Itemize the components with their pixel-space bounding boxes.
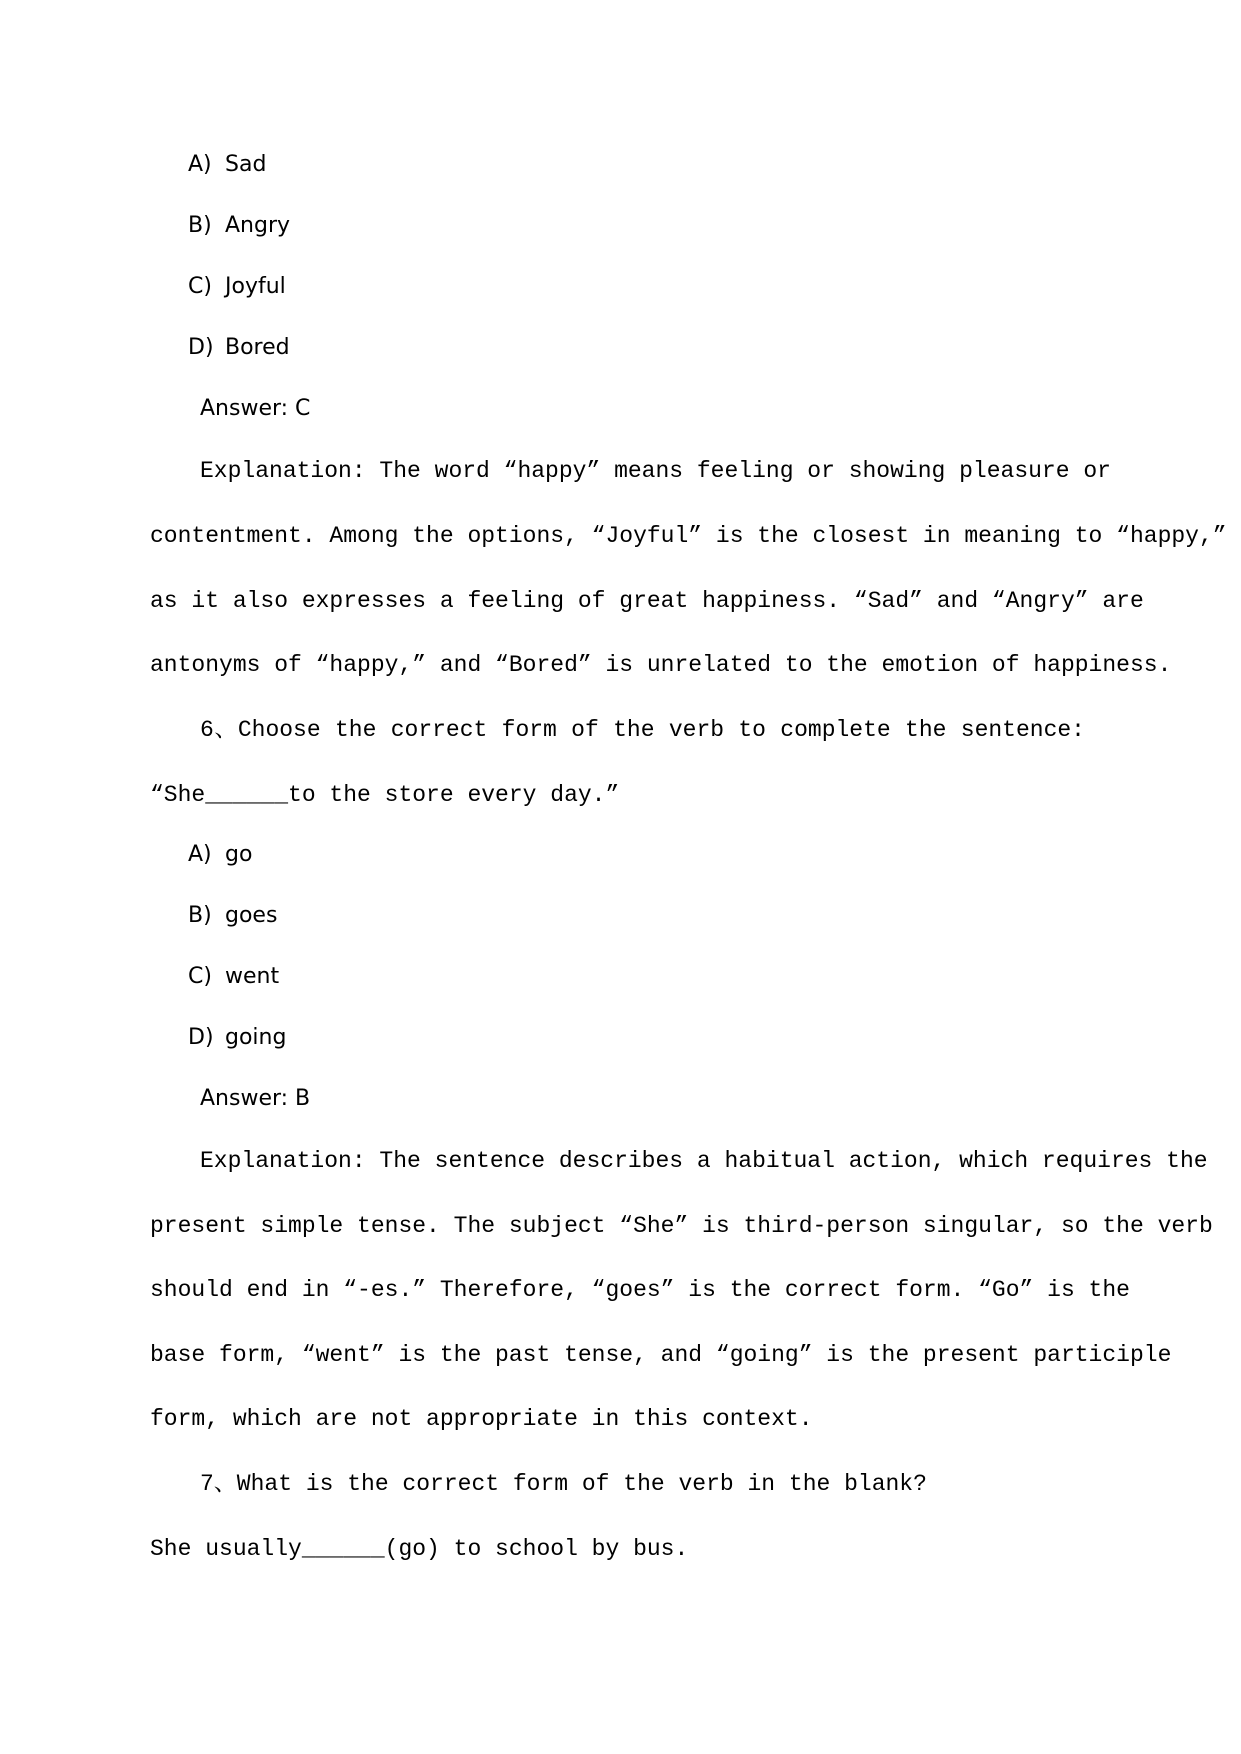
option-text: Joyful (225, 274, 286, 299)
q6-option-d (188, 1023, 286, 1053)
q5-option-a (188, 150, 266, 180)
q6-option-b (188, 901, 277, 931)
option-letter: D) (188, 335, 214, 360)
option-text: Angry (225, 213, 291, 238)
q5-answer: Answer: C (200, 396, 311, 421)
q5-explanation-line-3: as it also expresses a feeling of great happiness. “Sad” and “Angry” are (150, 588, 1144, 614)
option-text: go (225, 842, 253, 867)
q6-explanation-line-3: should end in “-es.” Therefore, “goes” is the correct form. “Go” is the (150, 1277, 1130, 1303)
q6-explanation-line-4: base form, “went” is the past tense, and “going” is the present participle (150, 1342, 1172, 1368)
option-text: goes (225, 903, 278, 928)
option-letter: D) (188, 1025, 214, 1050)
q5-option-b (188, 211, 290, 241)
q6-option-a (188, 840, 252, 870)
option-letter: B) (188, 213, 212, 238)
q6-prompt-line-2: “She______to the store every day.” (150, 782, 620, 808)
q6-explanation-line-1: Explanation: The sentence describes a habitual action, which requires the (200, 1148, 1208, 1174)
option-letter: C) (188, 964, 212, 989)
option-letter: B) (188, 903, 212, 928)
q5-explanation-line-1: Explanation: The word “happy” means feeling or showing pleasure or (200, 458, 1111, 484)
q6-answer: Answer: B (200, 1086, 311, 1111)
option-text: went (225, 964, 280, 989)
q7-prompt-line-1: 7、What is the correct form of the verb in the blank? (200, 1471, 927, 1497)
option-letter: A) (188, 152, 212, 177)
q6-option-c (188, 962, 279, 992)
option-letter: A) (188, 842, 212, 867)
option-letter: C) (188, 274, 212, 299)
q6-explanation-line-2: present simple tense. The subject “She” is third-person singular, so the verb (150, 1213, 1213, 1239)
q6-prompt-line-1: 6、Choose the correct form of the verb to complete the sentence: (200, 717, 1085, 743)
q5-explanation-line-2: contentment. Among the options, “Joyful” is the closest in meaning to “happy,” (150, 523, 1227, 549)
option-text: Bored (225, 335, 290, 360)
option-text: Sad (225, 152, 267, 177)
q5-option-c (188, 272, 286, 302)
q5-option-d (188, 333, 290, 363)
q5-explanation-line-4: antonyms of “happy,” and “Bored” is unrelated to the emotion of happiness. (150, 652, 1172, 678)
q6-explanation-line-5: form, which are not appropriate in this context. (150, 1406, 813, 1432)
option-text: going (225, 1025, 287, 1050)
q7-prompt-line-2: She usually______(go) to school by bus. (150, 1536, 689, 1562)
